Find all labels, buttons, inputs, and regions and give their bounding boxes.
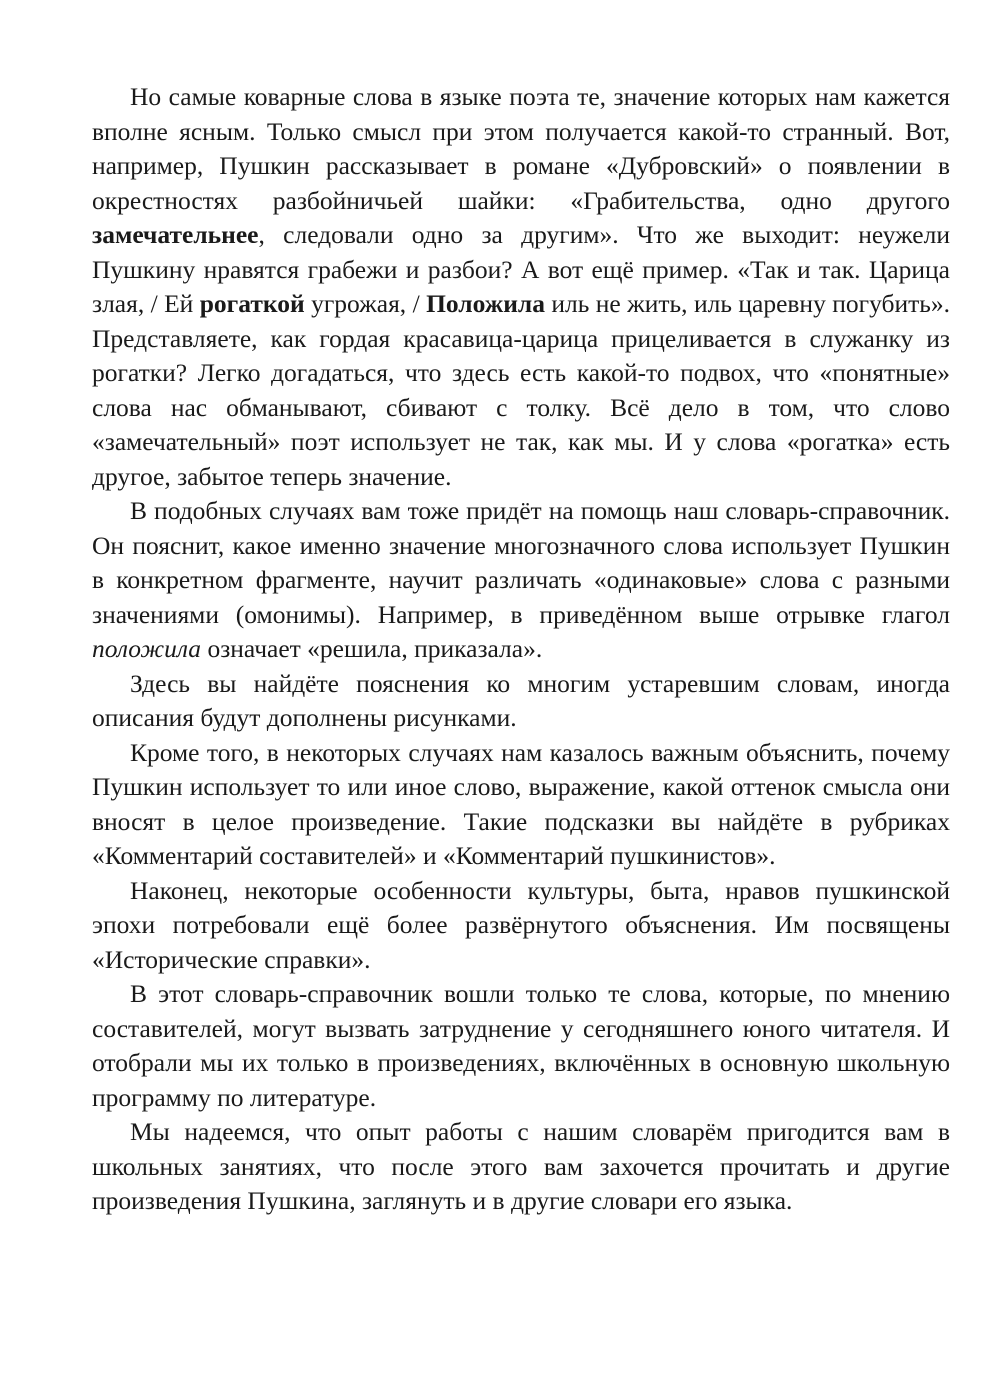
page-body <box>92 80 950 1219</box>
paragraph-1 <box>92 80 950 494</box>
bold-term-polozhila: Положила <box>426 289 545 318</box>
text-run: Наконец, некоторые особенности культуры, быта, нравов пушкинской эпохи потребовали ещё более развёрнутого объяснения. Им посвящены «Исторические справки». <box>92 875 950 974</box>
text-run: , следовали одно за другим». Что же выходит: неужели Пушкину нравятся грабежи и разбои? А вот ещё пример. «Так и так. Царица злая, / Ей <box>92 220 950 318</box>
text-run: Кроме того, в некоторых случаях нам казалось важным объяснить, почему Пушкин использует то или иное слово, выражение, какой оттенок смысла они вносят в целое произведение. Такие подсказки вы найдёте в рубриках «Комментарий составителей» и «Комментарий пушкинистов». <box>92 737 950 870</box>
text-run: угрожая, / <box>304 289 427 318</box>
bold-term-zamechatelnee: замечательнее <box>92 220 259 249</box>
text-run: Но самые коварные слова в языке поэта те, значение которых нам кажется вполне ясным. Только смысл при этом получается какой-то странный. Вот, например, Пушкин рассказывает в романе «Дубровский» о появлении в окрестностях разбойничьей шайки: «Грабительства, одно другого <box>92 82 950 215</box>
text-run: означает «решила, приказала». <box>201 634 543 663</box>
text-run: В подобных случаях вам тоже придёт на помощь наш словарь-справочник. Он пояснит, какое именно значение многозначного слова использует Пушкин в конкретном фрагменте, научит различать «одинаковые» слова с разными значениями (омонимы). Например, в приведённом выше отрывке глагол <box>92 496 950 629</box>
paragraph-5 <box>92 874 950 978</box>
paragraph-3 <box>92 667 950 736</box>
italic-term-polozhila: положила <box>92 634 202 663</box>
text-run: Здесь вы найдёте пояснения ко многим устаревшим словам, иногда описания будут дополнены рисунками. <box>92 668 950 732</box>
text-run: Мы надеемся, что опыт работы с нашим словарём пригодится вам в школьных занятиях, что после этого вам захочется прочитать и другие произведения Пушкина, заглянуть и в другие словари его языка. <box>92 1117 950 1215</box>
paragraph-4 <box>92 736 950 874</box>
text-run: В этот словарь-справочник вошли только те слова, которые, по мнению составителей, могут вызвать затруднение у сегодняшнего юного читателя. И отобрали мы их только в произведениях, включённых в основную школьную программу по литературе. <box>92 979 950 1112</box>
bold-term-rogatkoy: рогаткой <box>199 289 305 318</box>
paragraph-2 <box>92 494 950 667</box>
text-run: иль не жить, иль царевну погубить». Представляете, как гордая красавица-царица прицеливается в служанку из рогатки? Легко догадаться, что здесь есть какой-то подвох, что «понятные» слова нас обманывают, сбивают с толку. Всё дело в том, что слово «замечательный» поэт использует не так, как мы. И у слова «рогатка» есть другое, забытое теперь значение. <box>92 289 951 491</box>
paragraph-7 <box>92 1115 950 1219</box>
paragraph-6 <box>92 977 950 1115</box>
